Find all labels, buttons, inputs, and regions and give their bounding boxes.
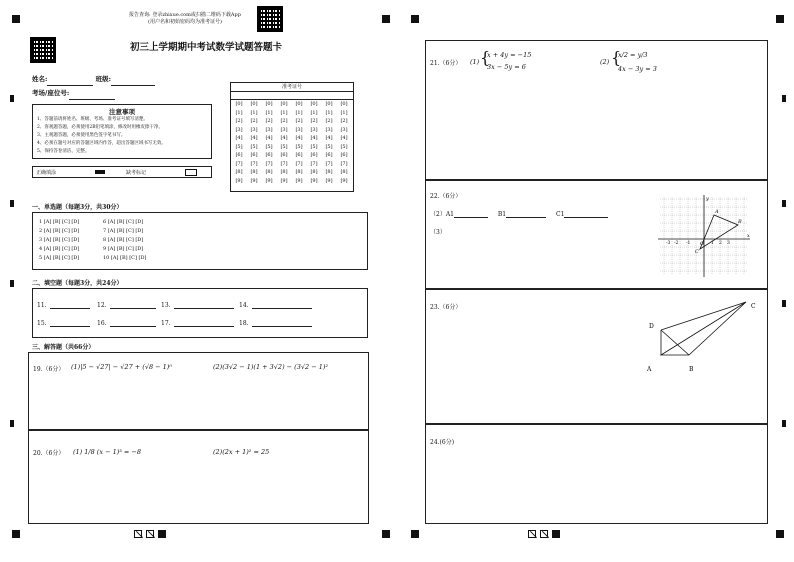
exam-id-bubble[interactable]: [7] <box>310 160 318 167</box>
q22-label: 22.（6分） <box>430 193 462 200</box>
corner-marker <box>411 15 419 23</box>
corner-marker <box>382 15 390 23</box>
blank-label: 15. <box>37 320 47 327</box>
exam-id-bubble[interactable]: [8] <box>340 169 348 175</box>
exam-id-column[interactable] <box>338 100 350 185</box>
exam-id-bubble[interactable]: [1] <box>310 109 318 116</box>
q19-box[interactable] <box>28 352 369 430</box>
exam-id-bubble[interactable]: [4] <box>340 135 348 141</box>
exam-id-bubble[interactable]: [9] <box>295 177 303 184</box>
blank-label: 13. <box>161 302 171 309</box>
qr-code-left <box>30 37 56 63</box>
svg-text:y: y <box>706 196 709 202</box>
corner-marker <box>12 15 20 23</box>
mc-row[interactable]: 5 [A] [B] [C] [D] <box>39 255 80 261</box>
exam-id-bubble[interactable]: [3] <box>340 126 348 133</box>
exam-id-bubble[interactable]: [8] <box>280 169 288 175</box>
exam-id-bubble[interactable]: [7] <box>280 160 288 167</box>
exam-id-bubble[interactable]: [6] <box>340 152 348 158</box>
blank-field[interactable] <box>174 301 234 309</box>
seat-label: 考场/座位号: <box>32 89 70 97</box>
exam-id-column[interactable] <box>248 100 260 185</box>
q22-b1-label: B1 <box>497 211 507 218</box>
exam-id-title: 准考证号 <box>231 83 353 92</box>
exam-id-bubble[interactable]: [0] <box>295 101 303 107</box>
corner-marker <box>776 530 784 538</box>
exam-id-bubble[interactable]: [8] <box>295 169 303 175</box>
exam-id-bubble[interactable]: [1] <box>295 109 303 116</box>
svg-text:x: x <box>747 233 750 239</box>
q21-part2-num: (2) <box>600 58 610 66</box>
brace: { <box>611 48 622 67</box>
blank-label: 18. <box>239 320 249 327</box>
exam-id-bubble[interactable]: [4] <box>265 135 273 141</box>
blank-field[interactable] <box>50 319 90 327</box>
exam-id-bubble[interactable]: [9] <box>340 177 348 184</box>
mc-row[interactable]: 9 [A] [B] [C] [D] <box>103 246 144 252</box>
timing-mark <box>782 300 786 307</box>
svg-text:C: C <box>751 303 756 310</box>
q20-part1: (1) 1/8 (x − 1)³ = −8 <box>73 448 142 456</box>
exam-id-bubble[interactable]: [5] <box>265 143 273 150</box>
q21-box[interactable] <box>425 40 768 180</box>
section1-title: 一、单选题（每题3分，共30分） <box>32 204 123 211</box>
blank-field[interactable] <box>110 319 156 327</box>
exam-id-bubble[interactable]: [9] <box>280 177 288 184</box>
exam-id-column[interactable] <box>323 100 335 185</box>
exam-id-bubble[interactable]: [6] <box>295 152 303 158</box>
exam-id-bubble[interactable]: [5] <box>280 143 288 150</box>
note-item: 2、客观题答题，必须使用2B铅笔填涂，修改时用橡皮擦干净。 <box>37 125 164 130</box>
q21-eq1: x + 4y = −15 <box>487 51 532 59</box>
exam-id-bubble[interactable]: [3] <box>280 126 288 133</box>
q24-box[interactable] <box>425 424 768 524</box>
exam-id-bubble[interactable]: [5] <box>340 143 348 150</box>
class-label: 班级: <box>95 75 112 83</box>
exam-id-bubble[interactable]: [4] <box>280 135 288 141</box>
q24-label: 24.(6分) <box>430 439 455 446</box>
section3-title: 三、解答题（共66分） <box>32 344 95 351</box>
exam-id-bubble[interactable]: [2] <box>310 118 318 124</box>
coordinate-grid <box>658 195 750 277</box>
q20-part2: (2)(2x + 1)² = 25 <box>213 448 270 456</box>
exam-id-bubble[interactable]: [1] <box>235 109 243 116</box>
exam-id-bubble[interactable]: [7] <box>325 160 333 167</box>
q20-box[interactable] <box>28 430 369 524</box>
blank-label: 14. <box>239 302 249 309</box>
svg-text:3: 3 <box>727 241 730 246</box>
exam-id-bubble[interactable]: [7] <box>235 160 243 167</box>
exam-id-bubble[interactable]: [8] <box>235 169 243 175</box>
svg-text:O: O <box>700 241 705 247</box>
exam-id-column[interactable] <box>263 100 275 185</box>
blank-label: 17. <box>161 320 171 327</box>
class-field[interactable] <box>111 78 155 86</box>
svg-text:-3: -3 <box>666 241 671 246</box>
header-notice: 报告查询: 登录zhixue.com或扫描二维码下载App (用户名和初始密码均为准考证号) <box>129 12 241 25</box>
timing-mark <box>782 420 786 427</box>
corner-marker <box>776 15 784 23</box>
exam-id-bubble[interactable]: [1] <box>265 109 273 116</box>
blank-field[interactable] <box>252 301 312 309</box>
exam-id-bubble[interactable]: [2] <box>325 118 333 124</box>
exam-id-bubble[interactable]: [5] <box>310 143 318 150</box>
correct-fill-sample <box>95 170 105 174</box>
svg-text:A: A <box>715 209 719 215</box>
timing-mark <box>10 420 14 427</box>
correct-fill-label: 正确填涂 <box>36 170 57 176</box>
exam-id-bubble[interactable]: [3] <box>310 126 318 133</box>
exam-id-bubble[interactable]: [1] <box>280 109 288 116</box>
q19-part1: (1)|5 − √27| − √27 + (√8 − 1)⁰ <box>71 363 172 371</box>
exam-id-bubble[interactable]: [6] <box>250 152 258 158</box>
exam-id-bubble[interactable]: [4] <box>310 135 318 141</box>
corner-marker <box>12 530 20 538</box>
mc-row[interactable]: 7 [A] [B] [C] [D] <box>103 228 144 234</box>
exam-id-bubble[interactable]: [3] <box>325 126 333 133</box>
blank-field[interactable] <box>174 319 234 327</box>
page-marks <box>528 530 564 540</box>
name-field[interactable] <box>47 78 93 86</box>
exam-id-bubble[interactable]: [2] <box>280 118 288 124</box>
mc-row[interactable]: 4 [A] [B] [C] [D] <box>39 246 80 252</box>
exam-id-bubble[interactable]: [4] <box>325 135 333 141</box>
exam-id-bubble[interactable]: [5] <box>235 143 243 150</box>
corner-marker <box>411 530 419 538</box>
q23-box[interactable] <box>425 289 768 424</box>
exam-id-bubble[interactable]: [2] <box>235 118 243 124</box>
exam-id-bubble[interactable]: [3] <box>250 126 258 133</box>
exam-id-column[interactable] <box>278 100 290 185</box>
section2-title: 二、填空题（每题3分，共24分） <box>32 280 123 287</box>
q21-part1-num: (1) <box>470 58 480 66</box>
q20-label: 20.（6分） <box>33 450 65 457</box>
exam-id-bubble[interactable]: [0] <box>235 101 243 107</box>
q23-figure <box>641 298 766 378</box>
mc-row[interactable]: 1 [A] [B] [C] [D] <box>39 219 80 225</box>
exam-id-bubble[interactable]: [1] <box>340 109 348 116</box>
exam-id-bubble[interactable]: [4] <box>295 135 303 141</box>
exam-id-bubble[interactable]: [0] <box>340 101 348 107</box>
exam-id-bubble[interactable]: [6] <box>280 152 288 158</box>
exam-id-bubble[interactable]: [9] <box>250 177 258 184</box>
note-item: 4、必须在题号对应的答题区域内作答，超出答题区域书写无效。 <box>37 141 166 146</box>
exam-id-bubble[interactable]: [5] <box>325 143 333 150</box>
exam-id-bubble[interactable]: [3] <box>265 126 273 133</box>
mc-row[interactable]: 6 [A] [B] [C] [D] <box>103 219 144 225</box>
timing-mark <box>10 95 14 102</box>
exam-id-bubble[interactable]: [8] <box>250 169 258 175</box>
svg-text:D: D <box>649 323 654 330</box>
mc-row[interactable]: 8 [A] [B] [C] [D] <box>103 237 144 243</box>
exam-id-bubble[interactable]: [4] <box>235 135 243 141</box>
seat-field[interactable] <box>69 92 115 100</box>
absent-checkbox[interactable] <box>185 169 197 176</box>
blank-label: 12. <box>97 302 107 309</box>
blank-field[interactable] <box>252 319 312 327</box>
qr-code-header <box>257 6 283 32</box>
student-info <box>32 72 155 100</box>
mc-row[interactable]: 10 [A] [B] [C] [D] <box>103 255 147 261</box>
q22-c1-field[interactable] <box>564 210 608 218</box>
page-marks <box>134 530 170 540</box>
exam-id-column[interactable] <box>308 100 320 185</box>
exam-id-column[interactable] <box>293 100 305 185</box>
exam-id-bubble[interactable]: [2] <box>295 118 303 124</box>
svg-text:-1: -1 <box>686 241 691 246</box>
q21-eq4: 4x − 3y = 3 <box>618 65 657 73</box>
q22-part3: （3） <box>430 229 446 236</box>
exam-id-bubble[interactable]: [9] <box>235 177 243 184</box>
note-item: 3、主观题答题，必须使用黑色签字笔书写。 <box>37 133 126 138</box>
exam-id-bubble[interactable]: [0] <box>280 101 288 107</box>
exam-id-bubble[interactable]: [9] <box>265 177 273 184</box>
q22-c1-label: C1 <box>556 211 565 218</box>
exam-id-bubble[interactable]: [7] <box>340 160 348 167</box>
exam-id-bubble[interactable]: [9] <box>325 177 333 184</box>
svg-text:C: C <box>695 249 699 255</box>
q22-b1-field[interactable] <box>506 210 546 218</box>
svg-text:B: B <box>689 366 694 373</box>
timing-mark <box>782 95 786 102</box>
exam-id-bubble[interactable]: [6] <box>310 152 318 158</box>
timing-mark <box>10 200 14 207</box>
svg-text:B: B <box>738 219 742 225</box>
exam-id-bubble[interactable]: [5] <box>250 143 258 150</box>
blank-label: 16. <box>97 320 107 327</box>
blank-field[interactable] <box>110 301 156 309</box>
exam-id-bubble[interactable]: [1] <box>250 109 258 116</box>
notes-box <box>32 104 212 159</box>
exam-id-bubble[interactable]: [2] <box>250 118 258 124</box>
exam-id-bubble[interactable]: [0] <box>250 101 258 107</box>
svg-text:1: 1 <box>711 241 714 246</box>
note-item: 1、答题前请将姓名、班级、考场、准考证号填写清楚。 <box>37 117 148 122</box>
exam-id-bubble[interactable]: [8] <box>325 169 333 175</box>
corner-marker <box>382 530 390 538</box>
fill-legend <box>32 166 212 178</box>
exam-id-bubble[interactable]: [5] <box>295 143 303 150</box>
q19-part2: (2)(3√2 − 1)(1 + 3√2) − (3√2 − 1)² <box>213 363 328 371</box>
exam-id-bubble[interactable]: [7] <box>295 160 303 167</box>
exam-id-bubble[interactable]: [0] <box>325 101 333 107</box>
q23-label: 23.（6分） <box>430 304 462 311</box>
exam-id-bubble[interactable]: [9] <box>310 177 318 184</box>
q21-eq3: x/2 = y/3 <box>618 51 648 59</box>
mc-row[interactable]: 3 [A] [B] [C] [D] <box>39 237 80 243</box>
exam-id-bubble[interactable]: [6] <box>265 152 273 158</box>
exam-id-bubble[interactable]: [4] <box>250 135 258 141</box>
exam-id-bubble[interactable]: [1] <box>325 109 333 116</box>
page-title: 初三上学期期中考试数学试题答题卡 <box>130 42 283 53</box>
note-item: 5、保持答卷清洁、完整。 <box>37 149 90 154</box>
exam-id-bubble[interactable]: [8] <box>310 169 318 175</box>
exam-id-bubble[interactable]: [7] <box>265 160 273 167</box>
exam-id-bubble[interactable]: [2] <box>340 118 348 124</box>
exam-id-bubble[interactable]: [7] <box>250 160 258 167</box>
svg-text:2: 2 <box>719 241 722 246</box>
mc-row[interactable]: 2 [A] [B] [C] [D] <box>39 228 80 234</box>
exam-id-bubble[interactable]: [8] <box>265 169 273 175</box>
q22-box[interactable] <box>425 180 768 289</box>
blank-label: 11. <box>37 302 47 309</box>
blank-field[interactable] <box>50 301 90 309</box>
exam-id-bubble[interactable]: [0] <box>310 101 318 107</box>
exam-id-bubble[interactable]: [6] <box>235 152 243 158</box>
timing-mark <box>782 200 786 207</box>
q19-label: 19.（6分） <box>33 366 65 373</box>
exam-id-bubble[interactable]: [3] <box>295 126 303 133</box>
exam-id-column[interactable] <box>233 100 245 185</box>
name-label: 姓名: <box>32 75 48 83</box>
timing-mark <box>10 280 14 287</box>
q21-label: 21.（6分） <box>430 60 462 67</box>
q22-a1-label: （2）A1 <box>430 211 454 218</box>
exam-id-bubble[interactable]: [0] <box>265 101 273 107</box>
exam-id-bubble[interactable]: [6] <box>325 152 333 158</box>
svg-text:A: A <box>647 366 652 373</box>
mc-box <box>32 212 368 270</box>
brace: { <box>480 48 491 67</box>
absent-label: 缺考标记 <box>126 170 147 176</box>
svg-text:-2: -2 <box>674 241 679 246</box>
q21-eq2: 3x − 5y = 6 <box>487 63 526 71</box>
q22-a1-field[interactable] <box>454 210 488 218</box>
fill-blank-box <box>32 288 368 338</box>
notes-title: 注意事项 <box>109 108 135 116</box>
exam-id-bubble[interactable]: [3] <box>235 126 243 133</box>
exam-id-bubble[interactable]: [2] <box>265 118 273 124</box>
